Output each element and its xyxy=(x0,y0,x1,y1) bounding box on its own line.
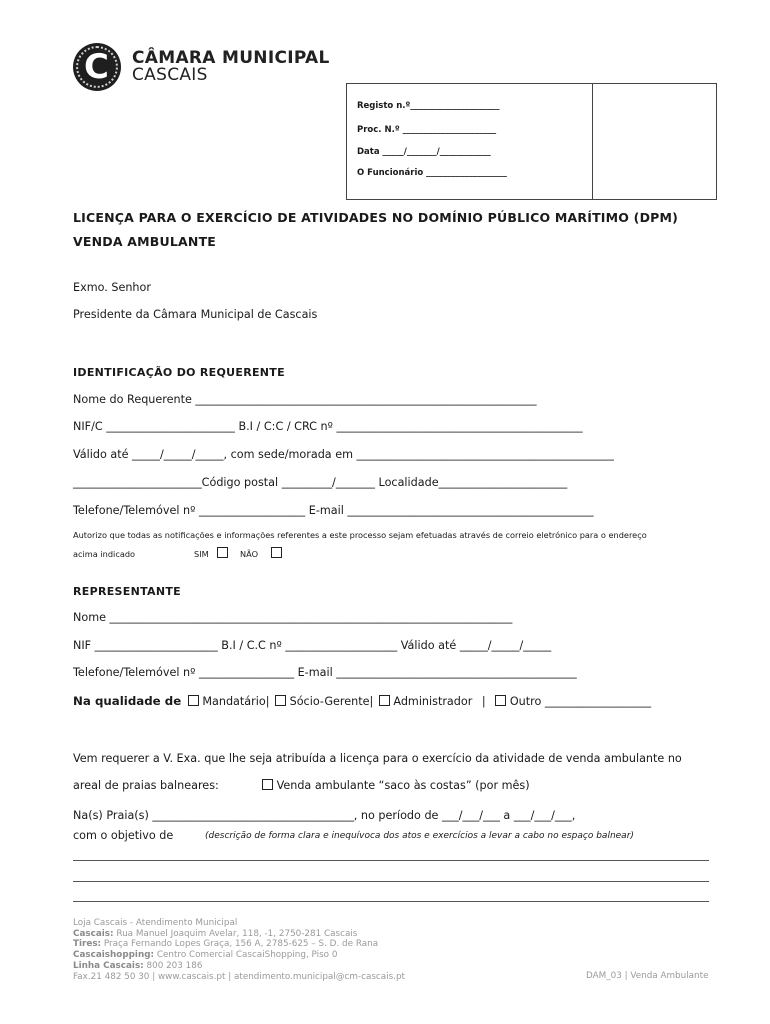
footer-line1: Loja Cascais - Atendimento Municipal xyxy=(73,918,238,928)
autorizo-text: Autorizo que todas as notificações e informações referentes a este processo sejam efetuadas através de correio eletrónico para o endereço xyxy=(73,530,647,540)
logo-c-mark: C xyxy=(84,47,109,87)
footer-line6: Fax.21 482 50 30 | www.cascais.pt | atendimento.municipal@cm-cascais.pt xyxy=(73,971,406,982)
request-text-line2: areal de praias balneares: xyxy=(73,779,219,792)
sim-label: SIM xyxy=(194,549,209,559)
qualidade-row xyxy=(73,694,651,708)
mandatario-checkbox[interactable] xyxy=(188,695,199,706)
description-line-2[interactable] xyxy=(73,881,709,882)
salutation-line1: Exmo. Senhor xyxy=(73,281,151,294)
representante-nif-field[interactable]: NIF ______________________ B.I / C.C nº ____________________ Válido até _____/_____/_____ xyxy=(73,639,552,652)
requerente-nome-field[interactable]: Nome do Requerente _____________________________________________________________ xyxy=(73,393,537,406)
form-subtitle: VENDA AMBULANTE xyxy=(73,234,217,249)
venda-ambulante-option[interactable] xyxy=(262,779,530,792)
representante-nome-field[interactable]: Nome ________________________________________________________________________ xyxy=(73,611,513,624)
registry-proc[interactable]: Proc. N.º ______________________ xyxy=(357,125,497,135)
venda-ambulante-checkbox[interactable] xyxy=(262,779,273,790)
representante-telefone-field[interactable]: Telefone/Telemóvel nº _________________ E-mail ___________________________________________ xyxy=(73,666,577,679)
nao-option[interactable] xyxy=(240,547,282,559)
registry-divider xyxy=(592,83,593,200)
objetivo-label: com o objetivo de xyxy=(73,829,174,842)
section-requerente: IDENTIFICAÇÃO DO REQUERENTE xyxy=(73,366,285,379)
objetivo-note: (descrição de forma clara e inequívoca dos atos e exercícios a levar a cabo no espaço balnear) xyxy=(205,831,634,841)
acima-text: acima indicado xyxy=(73,549,136,559)
description-line-3[interactable] xyxy=(73,901,709,902)
qualidade-label: Na qualidade de xyxy=(73,694,182,708)
requerente-telefone-field[interactable]: Telefone/Telemóvel nº ___________________ E-mail ____________________________________________ xyxy=(73,504,594,517)
administrador-checkbox[interactable] xyxy=(379,695,390,706)
footer-contacts xyxy=(73,918,405,982)
registry-funcionario[interactable]: O Funcionário ___________________ xyxy=(357,168,507,178)
nao-label: NÃO xyxy=(240,549,259,559)
outro-checkbox[interactable] xyxy=(495,695,506,706)
administrador-label: Administrador xyxy=(393,695,473,708)
footer-line2: Cascais: Rua Manuel Joaquim Avelar, 118, -1, 2750-281 Cascais xyxy=(73,928,358,939)
registry-registo[interactable]: Registo n.º_____________________ xyxy=(357,101,500,111)
mandatario-label: Mandatário| xyxy=(202,695,270,708)
brand-line2: CASCAIS xyxy=(132,65,208,85)
description-line-1[interactable] xyxy=(73,860,709,861)
requerente-valido-field[interactable]: Válido até _____/_____/_____, com sede/morada em ______________________________________________ xyxy=(73,448,614,461)
sim-option[interactable] xyxy=(194,547,228,559)
venda-ambulante-label: Venda ambulante “saco às costas” (por mês) xyxy=(276,779,530,792)
requerente-codigo-field[interactable]: _______________________Código postal _________/_______ Localidade_______________________ xyxy=(73,476,568,489)
sim-checkbox[interactable] xyxy=(217,547,228,558)
footer-line4: Cascaishopping: Centro Comercial CascaiShopping, Piso 0 xyxy=(73,950,338,961)
nao-checkbox[interactable] xyxy=(271,547,282,558)
brand-line1: CÂMARA MUNICIPAL xyxy=(132,48,330,68)
section-representante: REPRESENTANTE xyxy=(73,585,181,598)
praia-field[interactable]: Na(s) Praia(s) ____________________________________, no período de ___/___/___ a ___/___/___, xyxy=(73,809,576,822)
footer-line5: Linha Cascais: 800 203 186 xyxy=(73,960,203,971)
footer-line3: Tires: Praça Fernando Lopes Graça, 156 A, 2785-625 – S. D. de Rana xyxy=(73,939,379,950)
footer-doc-ref: DAM_03 | Venda Ambulante xyxy=(586,971,709,981)
form-title: LICENÇA PARA O EXERCÍCIO DE ATIVIDADES NO DOMÍNIO PÚBLICO MARÍTIMO (DPM) xyxy=(73,210,679,225)
outro-field[interactable]: Outro ___________________ xyxy=(509,695,652,708)
requerente-nif-field[interactable]: NIF/C _______________________ B.I / C:C / CRC nº ____________________________________________ xyxy=(73,420,583,433)
registry-data[interactable]: Data _____/_______/____________ xyxy=(357,147,491,157)
request-text-line1: Vem requerer a V. Exa. que lhe seja atribuída a licença para o exercício da atividade de venda ambulante no xyxy=(73,752,682,765)
cascais-logo xyxy=(73,43,121,91)
option-separator: | xyxy=(481,695,486,708)
socio-gerente-checkbox[interactable] xyxy=(275,695,286,706)
salutation-line2: Presidente da Câmara Municipal de Cascais xyxy=(73,308,318,321)
socio-gerente-label: Sócio-Gerente| xyxy=(289,695,374,708)
